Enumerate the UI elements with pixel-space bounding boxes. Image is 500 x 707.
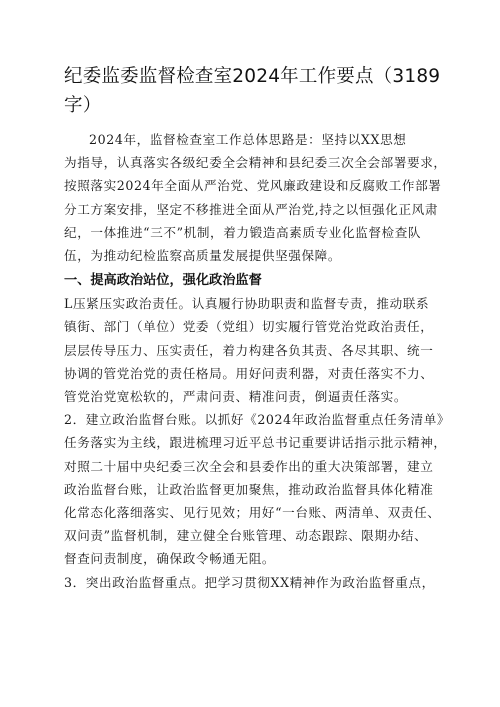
text-line: 2024年，监督检查室工作总体思路是：坚持以XX思想 [89, 132, 407, 147]
text-line: 任务落实为主线，跟进梳理习近平总书记重要讲话指示批示精神， [64, 435, 447, 451]
text-line: 纪，一体推进“三不”机制，着力锻造高素质专业化监督检查队 [64, 224, 422, 240]
text-line: 为指导，认真落实各级纪委全会精神和县纪委三次全会部署要求， [64, 155, 447, 171]
text-line: 双问责”监督机制，建立健全台账管理、动态跟踪、限期办结、 [64, 528, 428, 544]
item-paragraph-3 [64, 571, 442, 594]
text-line: 分工方案安排，坚定不移推进全面从严治党,持之以恒强化正风肃 [64, 201, 439, 217]
document-title [64, 62, 442, 120]
text-line: 对照二十届中央纪委三次全会和县委作出的重大决策部署，建立 [64, 458, 434, 474]
text-line: L压紧压实政治责任。认真履行协助职责和监督专责，推动联系 [64, 296, 430, 312]
text-line: 督查问责制度，确保政令畅通无阻。 [64, 551, 276, 567]
text-line: 2．建立政治监督台账。以抓好《2024年政治监督重点任务清单》 [64, 412, 451, 428]
text-line: 政治监督台账，让政治监督更加聚焦，推动政治监督具体化精准 [64, 481, 434, 497]
text-line: 3．突出政治监督重点。把学习贯彻XX精神作为政治监督重点， [64, 574, 435, 590]
intro-paragraph [64, 128, 447, 267]
text-line: 协调的管党治党的责任格局。用好问责利器，对责任落实不力、 [64, 365, 434, 381]
text-line: 伍，为推动纪检监察高质量发展提供坚强保障。 [64, 248, 342, 264]
item-paragraph-1 [64, 292, 442, 408]
text-line: 层层传导压力、压实责任，着力构建各负其责、各尽其职、统一 [64, 342, 434, 358]
text-line: 化常态化落细落实、见行见效；用好“一台账、两清单、双责任、 [64, 505, 441, 521]
title-line: 纪委监委监督检查室2024年工作要点（3189 [64, 66, 441, 87]
text-line: 管党治党宽松软的，严肃问责、精准问责，倒逼责任落实。 [64, 389, 408, 405]
section-heading: 一、提高政治站位，强化政治监督 [64, 273, 262, 289]
title-line: 字） [64, 95, 102, 116]
item-paragraph-2 [64, 408, 451, 570]
text-line: 按照落实2024年全面从严治党、党风廉政建设和反腐败工作部署 [64, 178, 442, 194]
text-line: 镇街、部门（单位）党委（党组）切实履行管党治党政治责任， [64, 319, 434, 335]
